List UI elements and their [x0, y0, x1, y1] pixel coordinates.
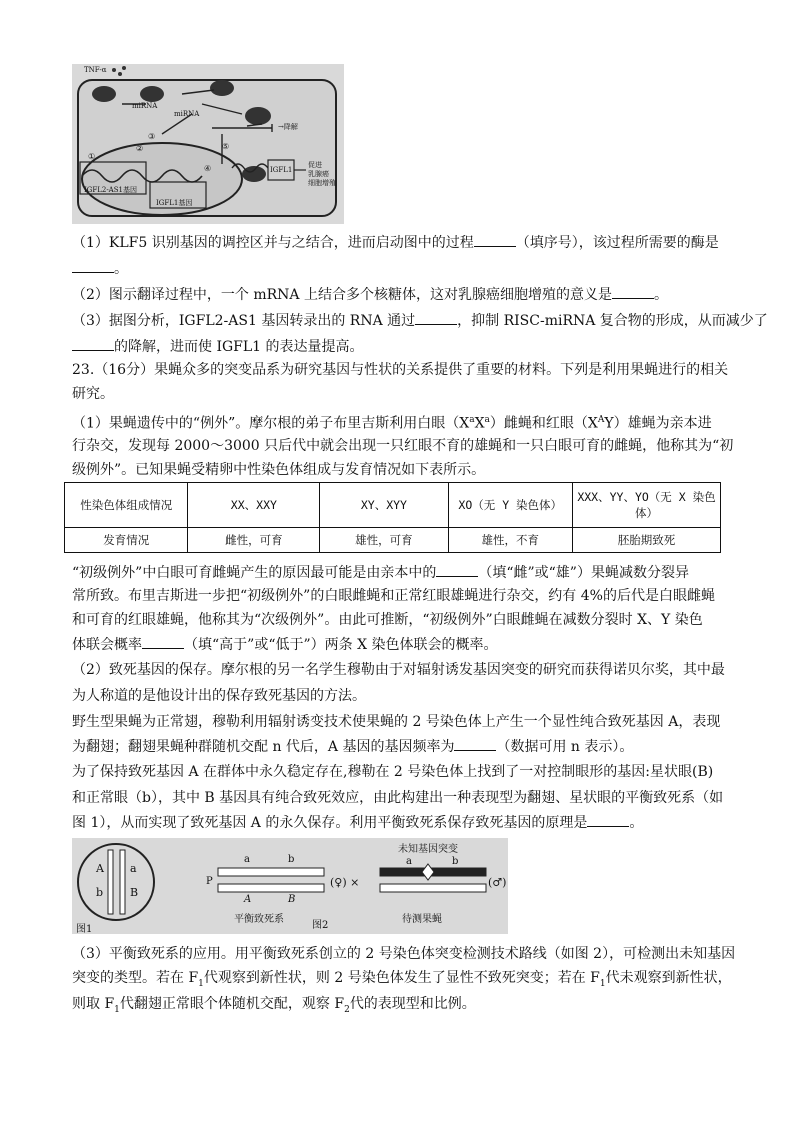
step-2-label: ②	[136, 144, 144, 153]
test-fly-a: a	[406, 856, 412, 867]
step-3-label: ③	[148, 132, 156, 141]
fig1-gene-A: A	[96, 862, 104, 875]
unknown-mutation-label: 未知基因突变	[398, 844, 458, 855]
q23-s1-line4: “初级例外”中白眼可育雌蝇产生的原因最可能是由亲本中的 （填“雌”或“雄”）果蝇减数分裂异	[72, 562, 732, 583]
answer-blank[interactable]	[612, 284, 654, 299]
answer-blank[interactable]	[587, 812, 629, 827]
table-row-header: 发育情况	[65, 528, 188, 553]
q23-s2-line4: 为翻翅；翻翅果蝇种群随机交配 n 代后，A 基因的基因频率为 （数据可用 n 表示）。	[72, 736, 732, 757]
table-cell: XO（无 Y 染色体）	[448, 483, 572, 528]
answer-blank[interactable]	[474, 232, 516, 247]
table-cell: 雄性，不育	[448, 528, 572, 553]
step-1-label: ①	[88, 152, 96, 161]
fig1-gene-b: b	[96, 886, 104, 899]
q23-s1-line6: 和可育的红眼雄蝇，他称其为“次级例外”。由此可推断，“初级例外”白眼雌蝇在减数分裂时 X、Y 染色	[72, 612, 703, 628]
step-4-label: ④	[204, 164, 212, 173]
q23-s2-line1: （2）致死基因的保存。摩尔根的另一名学生穆勒由于对辐射诱发基因突变的研究而获得诺贝尔奖，其中最	[72, 662, 725, 678]
answer-blank[interactable]	[72, 336, 114, 351]
balanced-lethal-figure	[72, 838, 508, 934]
promote-label-2: 乳腺癌	[308, 170, 329, 178]
mirna-label-1: miRNA	[132, 102, 158, 110]
promote-label-1: 促进	[308, 161, 322, 169]
q23-header-line2: 研究。	[72, 386, 114, 402]
q23-s3-line2: 突变的类型。若在 $F_1$代观察到新性状，则 2 号染色体发生了显性不致死突变；若在 $F_1$代未观察到新性状，	[72, 970, 732, 989]
q23-s2-line6: 和正常眼（b），其中 B 基因具有纯合致死效应，由此构建出一种表现型为翻翅、星状眼的平衡致死系（如	[72, 790, 724, 806]
mirna-label-2: miRNA	[174, 110, 200, 118]
fig1-caption: 图1	[76, 924, 93, 934]
igfl1-protein-label: IGFL1	[270, 166, 293, 174]
female-symbol: (♀) ×	[330, 876, 360, 889]
q22-part3-line1: （3）据图分析，IGFL2-AS1 基因转录出的 RNA 通过 ，抑制 RISC-miRNA 复合物的形成，从而减少了	[72, 310, 732, 331]
balanced-bottom-B: B	[288, 894, 296, 905]
balanced-top-a: a	[244, 854, 250, 865]
q22-part1-line2: 。	[72, 258, 732, 279]
degrade-label: →降解	[278, 123, 298, 131]
answer-blank[interactable]	[436, 562, 478, 577]
q23-s2-line5: 为了保持致死基因 A 在群体中永久稳定存在,穆勒在 2 号染色体上找到了一对控制眼形的基因:星状眼(B)	[72, 764, 714, 780]
table-cell: XX、XXY	[188, 483, 320, 528]
q23-s1-line5: 常所致。布里吉斯进一步把“初级例外”的白眼雌蝇和正常红眼雄蝇进行杂交，约有 4%的后代是白眼雌蝇	[72, 588, 715, 604]
q23-s1-line7: 体联会概率 （填“高于”或“低于”）两条 X 染色体联会的概率。	[72, 634, 732, 655]
promote-label-3: 细胞增殖	[308, 179, 336, 187]
tnf-label: TNF-α	[84, 66, 107, 74]
fig2-caption: 图2	[312, 920, 329, 931]
fig1-gene-B: B	[130, 886, 139, 899]
q23-s1-line2: 行杂交，发现每 2000～3000 只后代中就会出现一只红眼不育的雄蝇和一只白眼可育的雌蝇，他称其为“初	[72, 438, 734, 454]
q23-header-line1: 23.（16分）果蝇众多的突变品系为研究基因与性状的关系提供了重要的材料。下列是利用果蝇进行的相关	[72, 362, 729, 378]
fig1-gene-a: a	[130, 862, 137, 875]
balanced-bottom-A: A	[244, 894, 252, 905]
igfl1-gene-label: IGFL1基因	[156, 199, 193, 207]
q23-s3-line3: 则取 $F_1$代翻翅正常眼个体随机交配，观察 $F_2$代的表现型和比例。	[72, 996, 476, 1015]
cell-pathway-diagram	[72, 64, 344, 224]
test-fly-b: b	[452, 856, 459, 867]
q23-s1-line3: 级例外”。已知果蝇受精卵中性染色体组成与发育情况如下表所示。	[72, 462, 486, 478]
answer-blank[interactable]	[454, 736, 496, 751]
q23-s2-line2: 为人称道的是他设计出的保存致死基因的方法。	[72, 688, 366, 704]
q23-s2-line7: 图 1），从而实现了致死基因 A 的永久保存。利用平衡致死系保存致死基因的原理是 。	[72, 812, 732, 833]
q22-part1-line1: （1）KLF5 识别基因的调控区并与之结合，进而启动图中的过程 （填序号），该过程所需要的酶是	[72, 232, 732, 253]
table-cell: XXX、YY、YO（无 X 染色体）	[572, 483, 720, 528]
table-cell: 雌性，可育	[188, 528, 320, 553]
cell-pathway-figure	[72, 64, 344, 224]
q23-s1-line1: （1）果蝇遗传中的“例外”。摩尔根的弟子布里吉斯利用白眼$(X^aX^a)$雌蝇和红眼$(X^AY)$雄蝇为亲本进	[72, 415, 712, 432]
answer-blank[interactable]	[72, 258, 114, 273]
table-row	[65, 528, 721, 553]
igfl2-gene-label: IGFL2-AS1基因	[84, 186, 137, 194]
male-symbol: (♂)	[488, 876, 507, 889]
table-cell: 胚胎期致死	[572, 528, 720, 553]
answer-blank[interactable]	[142, 634, 184, 649]
p-generation-label: P	[206, 876, 213, 887]
q23-s3-line1: （3）平衡致死系的应用。用平衡致死系创立的 2 号染色体突变检测技术路线（如图 2），可检测出未知基因	[72, 946, 736, 962]
table-cell: XY、XYY	[320, 483, 448, 528]
answer-blank[interactable]	[415, 310, 457, 325]
step-5-label: ⑤	[222, 142, 230, 151]
balanced-caption: 平衡致死系	[234, 914, 284, 925]
table-cell: 雄性，可育	[320, 528, 448, 553]
q22-part2: （2）图示翻译过程中，一个 mRNA 上结合多个核糖体，这对乳腺癌细胞增殖的意义是 。	[72, 284, 732, 305]
test-fly-caption: 待测果蝇	[402, 914, 442, 925]
q22-part3-line2: 的降解，进而使 IGFL1 的表达量提高。	[72, 336, 732, 357]
sex-chromosome-table	[64, 482, 721, 553]
q23-s2-line3: 野生型果蝇为正常翅，穆勒利用辐射诱变技术使果蝇的 2 号染色体上产生一个显性纯合致死基因 A，表现	[72, 714, 721, 730]
table-row-header: 性染色体组成情况	[65, 483, 188, 528]
balanced-top-b: b	[288, 854, 295, 865]
table-row	[65, 483, 721, 528]
